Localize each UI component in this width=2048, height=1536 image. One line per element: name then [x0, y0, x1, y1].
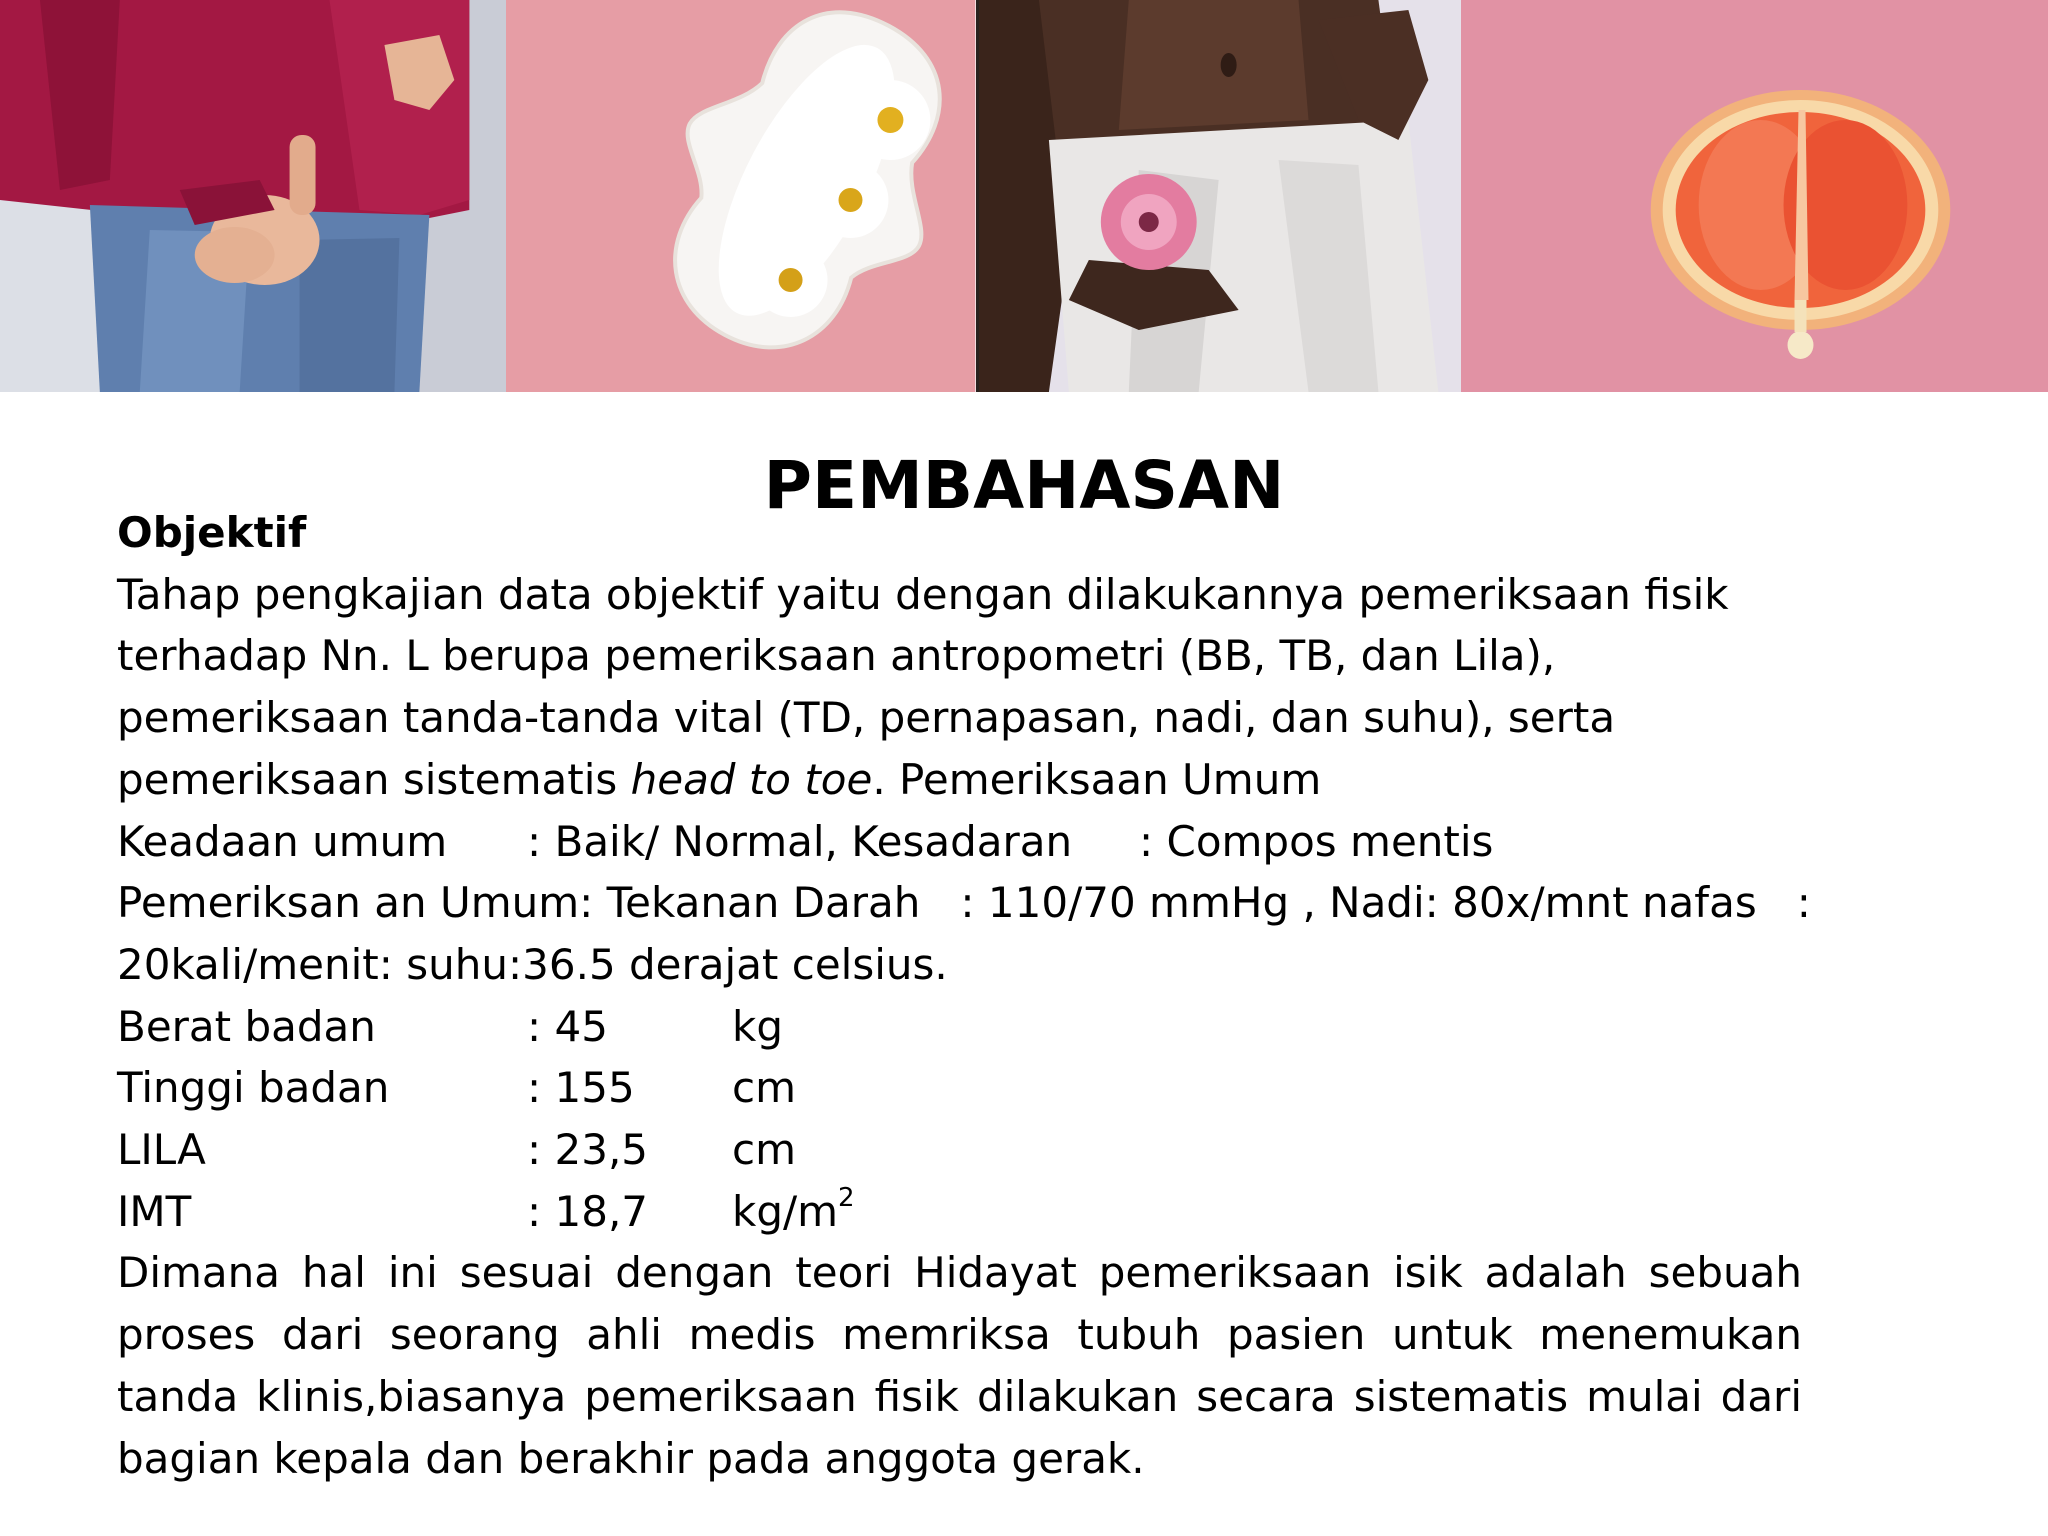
measurement-row-tinggi — [117, 1057, 1802, 1119]
keadaan-row — [117, 811, 1802, 873]
measurement-unit: kg — [732, 1001, 783, 1051]
measurement-row-berat — [117, 996, 1802, 1058]
conclusion-paragraph: Dimana hal ini sesuai dengan teori Hidayat pemeriksaan isik adalah sebuah proses dari seorang ahli medis memriksa tubuh pasien untuk menemukan tanda klinis,biasanya pemeriksaan fisik dilakukan secara sistematis mulai dari bagian kepala dan berakhir pada anggota gerak. — [117, 1248, 1802, 1483]
measurement-row-lila — [117, 1119, 1802, 1181]
photo-woman-red-sweater — [0, 0, 506, 392]
intro-text-part1: Tahap pengkajian data objektif yaitu dengan dilakukannya pemeriksaan fisik terhadap Nn. L berupa pemeriksaan antropometri (BB, TB, dan Lila), pemeriksaan tanda-tanda vital (TD, pernapasan, nadi, dan suhu), serta pemeriksaan sistematis — [117, 569, 1729, 804]
keadaan-label: Keadaan umum — [117, 816, 448, 866]
slide-title: PEMBAHASAN — [763, 447, 1285, 524]
photo-woman-flower — [976, 0, 1461, 392]
measurement-value: : 18,7 — [527, 1186, 649, 1236]
vital-line-1: Pemeriksan an Umum: Tekanan Darah : 110/70 mmHg , Nadi: 80x/mnt nafas : — [117, 878, 1811, 928]
measurement-value: : 23,5 — [527, 1125, 649, 1175]
measurement-unit: cm — [732, 1125, 797, 1175]
measurement-label: Berat badan — [117, 1001, 376, 1051]
photo-grapefruit — [1461, 0, 2048, 392]
imt-unit-exponent: 2 — [838, 1182, 855, 1213]
measurement-unit: cm — [732, 1063, 797, 1113]
measurement-value: : 45 — [527, 1001, 608, 1051]
intro-paragraph — [117, 564, 1802, 811]
intro-italic-text: head to toe — [630, 754, 873, 804]
photo-pad-daisies — [506, 0, 975, 392]
imt-unit-base: kg/m — [732, 1186, 839, 1236]
measurement-label: IMT — [117, 1186, 192, 1236]
slide-body — [117, 502, 1811, 1489]
measurement-label: LILA — [117, 1125, 206, 1175]
measurement-label: Tinggi badan — [117, 1063, 390, 1113]
keadaan-value: : Baik/ Normal, Kesadaran — [527, 816, 1073, 866]
measurement-unit — [732, 1181, 855, 1243]
vital-line-2: 20kali/menit: suhu:36.5 derajat celsius. — [117, 939, 948, 989]
photo-strip — [0, 0, 2048, 392]
section-heading: Objektif — [117, 508, 307, 557]
measurement-value: : 155 — [527, 1063, 635, 1113]
intro-text-part2: . Pemeriksaan Umum — [872, 754, 1322, 804]
measurement-row-imt — [117, 1181, 1802, 1243]
kesadaran-value: : Compos mentis — [1139, 816, 1494, 866]
